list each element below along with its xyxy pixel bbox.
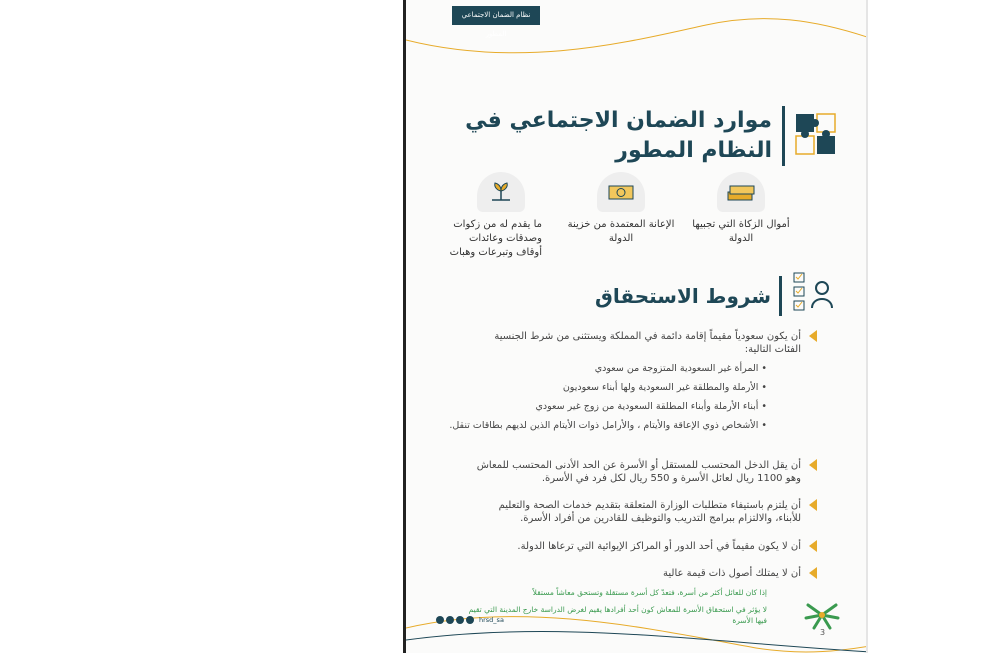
- bullet-icon: [809, 330, 817, 342]
- condition-item: أن يكون سعودياً مقيماً إقامة دائمة في المملكة ويستثنى من شرط الجنسية الفئات التالية:: [471, 330, 801, 356]
- instagram-icon[interactable]: [446, 616, 454, 624]
- exception-item: • أبناء الأرملة وأبناء المطلقة السعودية من زوج غير سعودي: [535, 401, 767, 412]
- ministry-logo-icon: [802, 600, 842, 630]
- plant-hand-icon: [486, 180, 516, 204]
- resource-donations: [446, 172, 556, 260]
- twitter-icon[interactable]: [436, 616, 444, 624]
- social-links: [436, 616, 504, 624]
- exception-item: • المرأة غير السعودية المتزوجة من سعودي: [594, 363, 767, 374]
- condition-item: أن يقل الدخل المحتسب للمستقل أو الأسرة عن الحد الأدنى المحتسب للمعاش وهو 1100 ريال لعائل الأسرة و 550 ريال لكل فرد في الأسرة.: [471, 459, 801, 485]
- resource-aid: [566, 172, 676, 246]
- resource-text: الإعانة المعتمدة من خزينة الدولة: [567, 219, 675, 244]
- facebook-icon[interactable]: [456, 616, 464, 624]
- note-item: لا يؤثر في استحقاق الأسرة للمعاش كون أحد أفرادها يقيم لغرض الدراسة خارج المدينة التي تقيم فيها الأسرة: [468, 605, 767, 625]
- resource-text: ما يقدم له من زكوات وصدقات وعائدات أوقاف وتبرعات وهبات: [449, 219, 542, 258]
- condition-item: أن لا يكون مقيماً في أحد الدور أو المراكز الإيوائية التي ترعاها الدولة.: [471, 540, 801, 553]
- bullet-icon: [809, 540, 817, 552]
- banknote-icon: [606, 180, 636, 204]
- page-number: 3: [820, 628, 826, 637]
- bullet-icon: [809, 459, 817, 471]
- section-heading-block: [595, 276, 782, 316]
- bullet-icon: [809, 567, 817, 579]
- youtube-icon[interactable]: [466, 616, 474, 624]
- decorative-curves: [406, 0, 867, 653]
- social-handle[interactable]: hrsd_sa: [479, 616, 504, 624]
- document-page: [403, 0, 867, 653]
- header-tag: نظام الضمان الاجتماعي المطور: [452, 6, 540, 25]
- condition-item: أن يلتزم باستيفاء متطلبات الوزارة المتعلقة بتقديم خدمات الصحة والتعليم للأبناء، والالتزام ببرامج التدريب والتوظيف للقادرين من أفراد الأسرة.: [471, 499, 801, 525]
- section-title: شروط الاستحقاق: [594, 284, 771, 308]
- resource-text: أموال الزكاة التي تجبيها الدولة: [692, 219, 790, 244]
- page-edge-shadow: [866, 0, 868, 653]
- exception-item: • الأرملة والمطلقة غير السعودية ولها أبناء سعوديون: [562, 382, 767, 393]
- title-block: [452, 106, 785, 166]
- condition-item: أن لا يمتلك أصول ذات قيمة عالية: [471, 567, 801, 580]
- puzzle-icon: [792, 110, 840, 162]
- money-stack-icon: [726, 180, 756, 204]
- note-item: إذا كان للعائل أكثر من أسرة، فتعدّ كل أسرة مستقلة وتستحق معاشاً مستقلاً: [532, 588, 767, 597]
- page-title: موارد الضمان الاجتماعي في النظام المطور: [465, 108, 772, 163]
- bullet-icon: [809, 499, 817, 511]
- resource-zakat: [686, 172, 796, 246]
- checklist-person-icon: [792, 272, 838, 316]
- exception-item: • الأشخاص ذوي الإعاقة والأيتام ، والأرامل ذوات الأيتام الذين لديهم بطاقات تنقل.: [449, 420, 767, 431]
